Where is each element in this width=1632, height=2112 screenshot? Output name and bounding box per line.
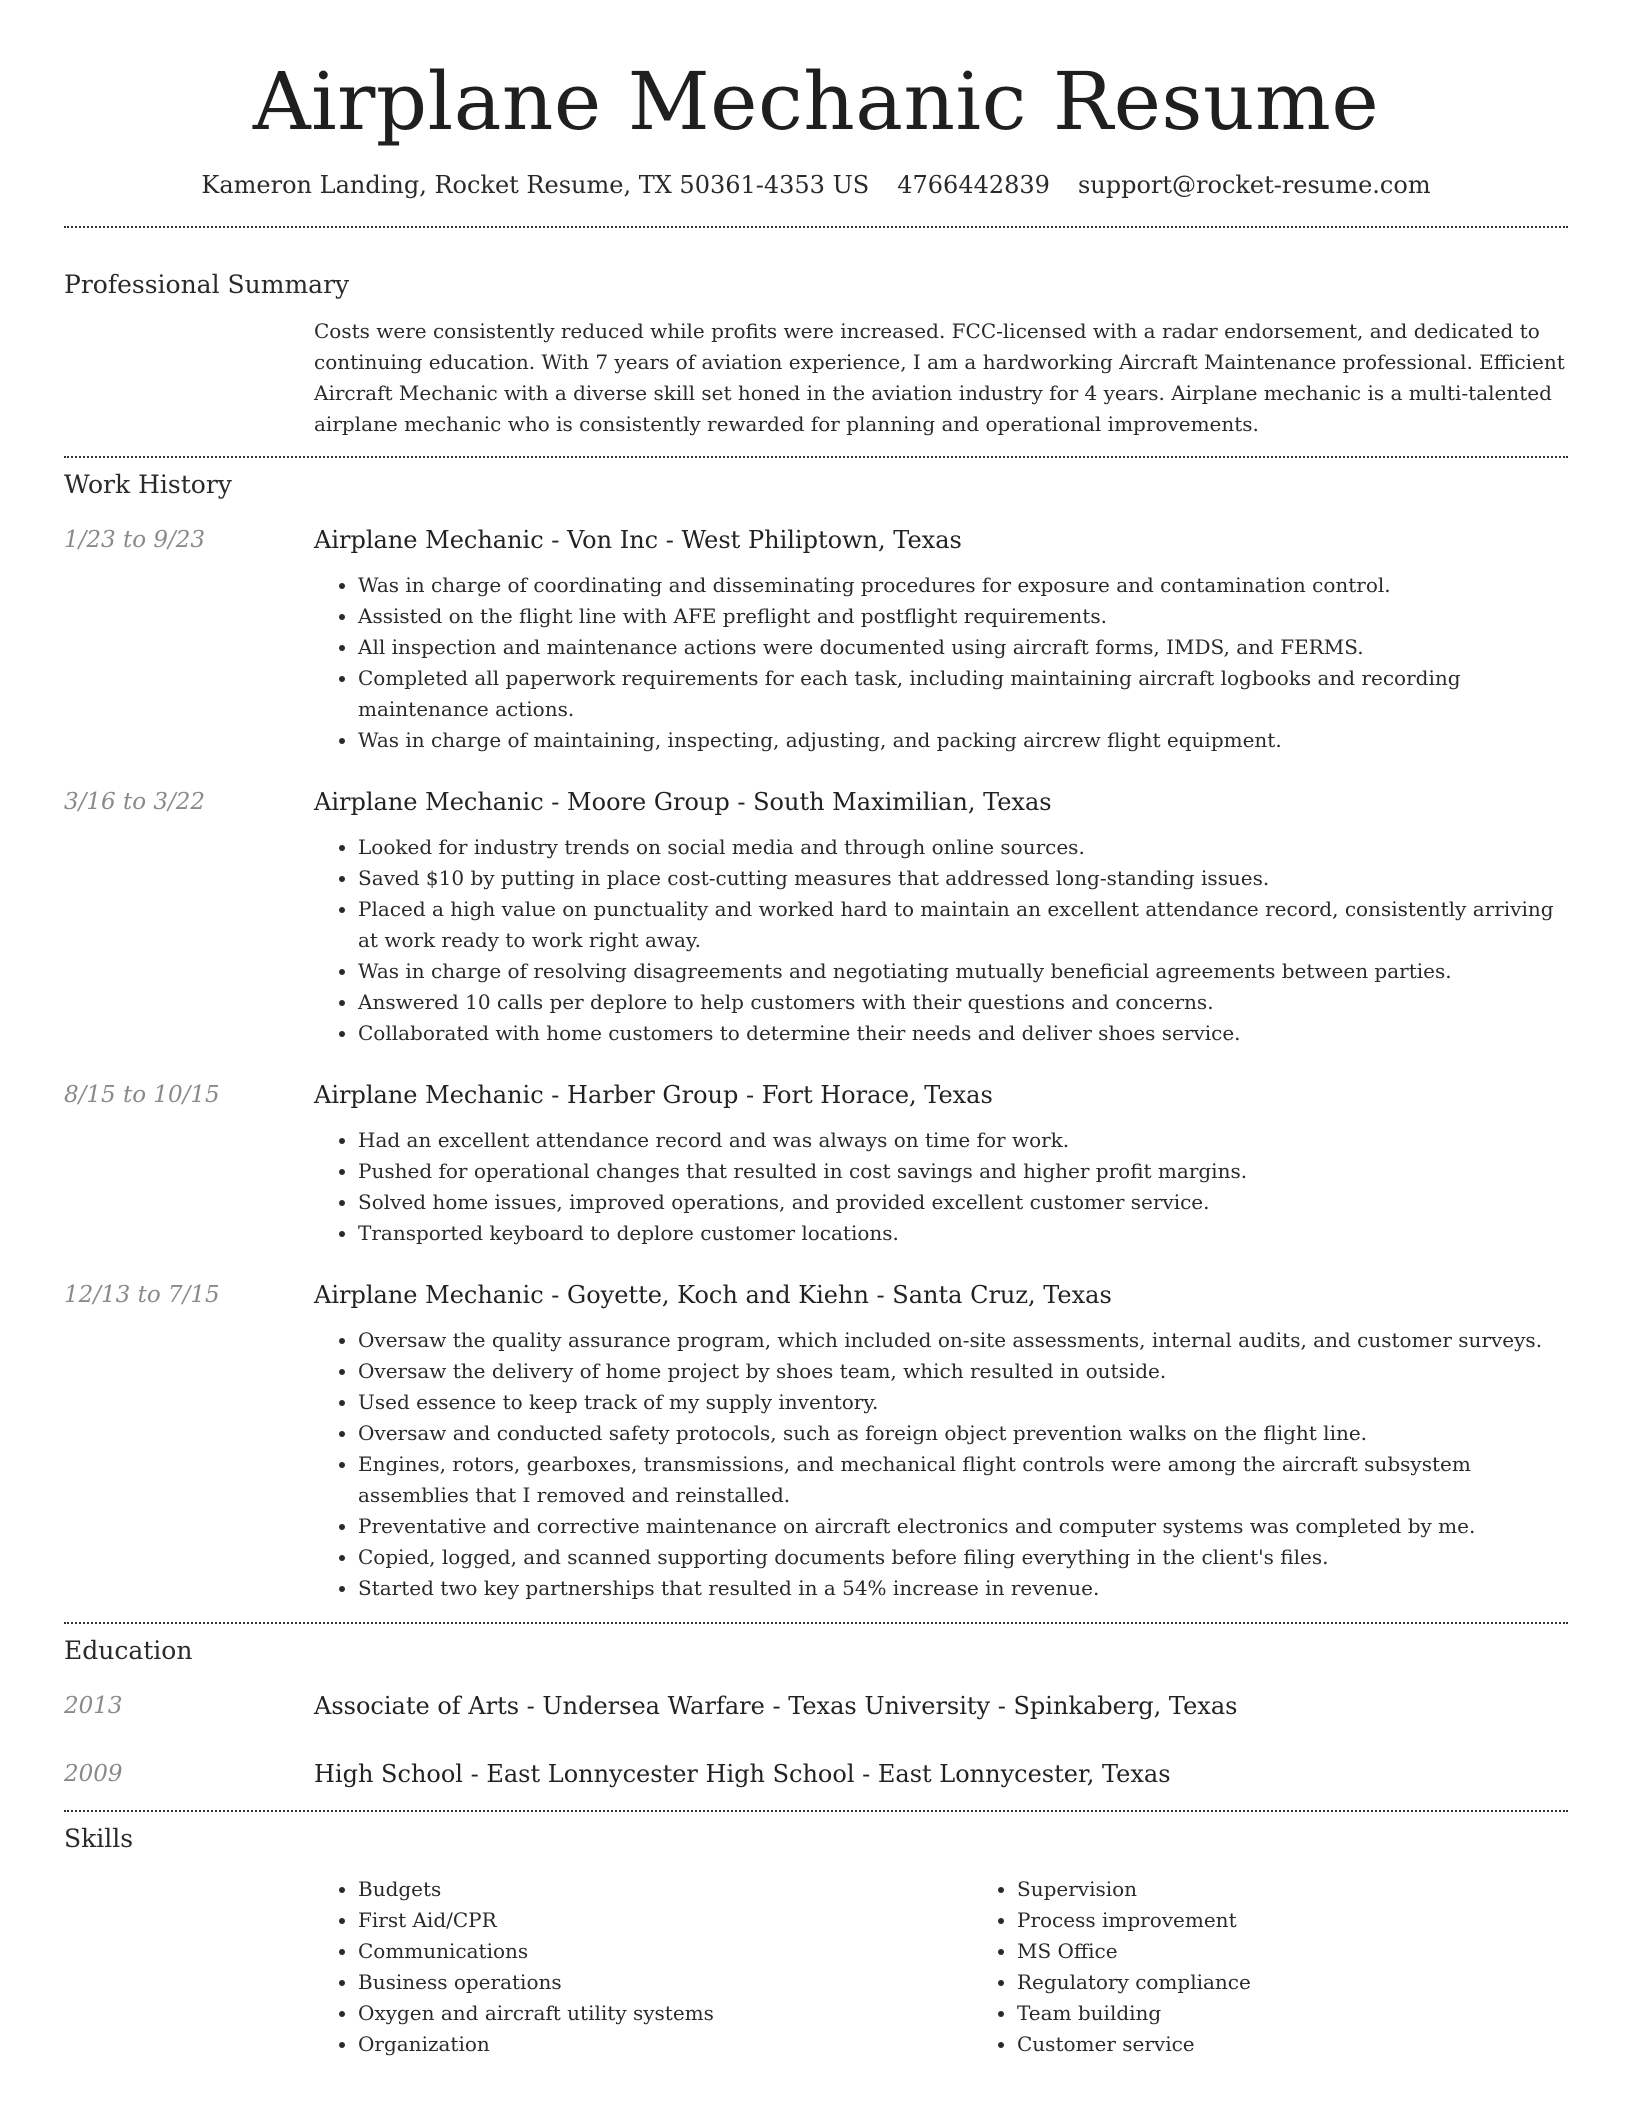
job-entry bbox=[64, 1279, 1568, 1604]
job-dates: 12/13 to 7/15 bbox=[64, 1282, 220, 1308]
list-item: • Supervision bbox=[1017, 1874, 1632, 1905]
resume-title: Airplane Mechanic Resume bbox=[252, 55, 1380, 148]
list-item: • Customer service bbox=[1017, 2029, 1632, 2060]
education-heading: Education bbox=[64, 1636, 193, 1665]
list-item: • Started two key partnerships that resulted in a 54% increase in revenue. bbox=[358, 1573, 1568, 1604]
job-dates: 3/16 to 3/22 bbox=[64, 789, 206, 815]
list-item: • Budgets bbox=[358, 1874, 973, 1905]
list-item: • Placed a high value on punctuality and worked hard to maintain an excellent attendance record, consistently arriving at work ready to work right away. bbox=[358, 894, 1568, 956]
skills-column bbox=[973, 1874, 1632, 2060]
job-entry bbox=[64, 1079, 1568, 1249]
list-item: • Oversaw the delivery of home project by shoes team, which resulted in outside. bbox=[358, 1356, 1568, 1387]
job-title: Airplane Mechanic - Moore Group - South Maximilian, Texas bbox=[314, 788, 1052, 816]
education-title: High School - East Lonnycester High School - East Lonnycester, Texas bbox=[314, 1760, 1171, 1788]
list-item: • Transported keyboard to deplore customer locations. bbox=[358, 1218, 1568, 1249]
list-item: • Completed all paperwork requirements for each task, including maintaining aircraft logbooks and recording maintenance actions. bbox=[358, 663, 1568, 725]
contact-phone: 4766442839 bbox=[897, 171, 1050, 199]
list-item: • Engines, rotors, gearboxes, transmissions, and mechanical flight controls were among the aircraft subsystem assemblies that I removed and reinstalled. bbox=[358, 1449, 1568, 1511]
work-history-heading: Work History bbox=[64, 470, 232, 499]
job-dates: 8/15 to 10/15 bbox=[64, 1082, 220, 1108]
list-item: • Copied, logged, and scanned supporting documents before filing everything in the client's files. bbox=[358, 1542, 1568, 1573]
list-item: • Saved $10 by putting in place cost-cutting measures that addressed long-standing issues. bbox=[358, 863, 1568, 894]
list-item: • Oxygen and aircraft utility systems bbox=[358, 1998, 973, 2029]
job-bullets bbox=[314, 832, 1568, 1049]
summary-text: Costs were consistently reduced while profits were increased. FCC-licensed with a radar endorsement, and dedicated to continuing education. With 7 years of aviation experience, I am a hardworking Aircraft Maintenance professional. Efficient Aircraft Mechanic with a diverse skill set honed in the aviation industry for 4 years. Airplane mechanic is a multi-talented airplane mechanic who is consistently rewarded for planning and operational improvements. bbox=[314, 319, 1565, 436]
education-entry bbox=[64, 1690, 1568, 1722]
list-item: • Organization bbox=[358, 2029, 973, 2060]
list-item: • Process improvement bbox=[1017, 1905, 1632, 1936]
list-item: • Pushed for operational changes that resulted in cost savings and higher profit margins. bbox=[358, 1156, 1568, 1187]
divider bbox=[64, 1622, 1568, 1624]
resume-page bbox=[64, 0, 1568, 2060]
education-year: 2013 bbox=[64, 1693, 123, 1719]
job-title: Airplane Mechanic - Von Inc - West Philiptown, Texas bbox=[314, 526, 962, 554]
job-title: Airplane Mechanic - Harber Group - Fort Horace, Texas bbox=[314, 1081, 993, 1109]
job-bullets bbox=[314, 1125, 1568, 1249]
list-item: • First Aid/CPR bbox=[358, 1905, 973, 1936]
skills-list bbox=[314, 1874, 1632, 2060]
list-item: • Regulatory compliance bbox=[1017, 1967, 1632, 1998]
list-item: • Preventative and corrective maintenance on aircraft electronics and computer systems was completed by me. bbox=[358, 1511, 1568, 1542]
summary-heading: Professional Summary bbox=[64, 270, 350, 299]
list-item: • Team building bbox=[1017, 1998, 1632, 2029]
list-item: • Communications bbox=[358, 1936, 973, 1967]
list-item: • Collaborated with home customers to determine their needs and deliver shoes service. bbox=[358, 1018, 1568, 1049]
list-item: • Had an excellent attendance record and was always on time for work. bbox=[358, 1125, 1568, 1156]
job-entry bbox=[64, 786, 1568, 1049]
job-title: Airplane Mechanic - Goyette, Koch and Kiehn - Santa Cruz, Texas bbox=[314, 1281, 1112, 1309]
skills-heading: Skills bbox=[64, 1824, 134, 1853]
list-item: • All inspection and maintenance actions were documented using aircraft forms, IMDS, and FERMS. bbox=[358, 632, 1568, 663]
contact-line bbox=[64, 168, 1568, 202]
skills-column bbox=[314, 1874, 973, 2060]
list-item: • MS Office bbox=[1017, 1936, 1632, 1967]
list-item: • Was in charge of maintaining, inspecting, adjusting, and packing aircrew flight equipment. bbox=[358, 725, 1568, 756]
job-entry bbox=[64, 524, 1568, 756]
education-entry bbox=[64, 1758, 1568, 1790]
divider bbox=[64, 1810, 1568, 1812]
list-item: • Solved home issues, improved operations, and provided excellent customer service. bbox=[358, 1187, 1568, 1218]
education-title: Associate of Arts - Undersea Warfare - Texas University - Spinkaberg, Texas bbox=[314, 1692, 1238, 1720]
list-item: • Looked for industry trends on social media and through online sources. bbox=[358, 832, 1568, 863]
divider bbox=[64, 226, 1568, 228]
list-item: • Oversaw and conducted safety protocols, such as foreign object prevention walks on the flight line. bbox=[358, 1418, 1568, 1449]
list-item: • Used essence to keep track of my supply inventory. bbox=[358, 1387, 1568, 1418]
divider bbox=[64, 456, 1568, 458]
education-year: 2009 bbox=[64, 1761, 123, 1787]
list-item: • Business operations bbox=[358, 1967, 973, 1998]
contact-address: Kameron Landing, Rocket Resume, TX 50361-4353 US bbox=[201, 171, 870, 199]
list-item: • Oversaw the quality assurance program, which included on-site assessments, internal audits, and customer surveys. bbox=[358, 1325, 1568, 1356]
contact-email: support@rocket-resume.com bbox=[1077, 171, 1431, 199]
job-dates: 1/23 to 9/23 bbox=[64, 527, 206, 553]
list-item: • Assisted on the flight line with AFE preflight and postflight requirements. bbox=[358, 601, 1568, 632]
list-item: • Was in charge of coordinating and disseminating procedures for exposure and contamination control. bbox=[358, 570, 1568, 601]
list-item: • Was in charge of resolving disagreements and negotiating mutually beneficial agreements between parties. bbox=[358, 956, 1568, 987]
list-item: • Answered 10 calls per deplore to help customers with their questions and concerns. bbox=[358, 987, 1568, 1018]
job-bullets bbox=[314, 570, 1568, 756]
job-bullets bbox=[314, 1325, 1568, 1604]
